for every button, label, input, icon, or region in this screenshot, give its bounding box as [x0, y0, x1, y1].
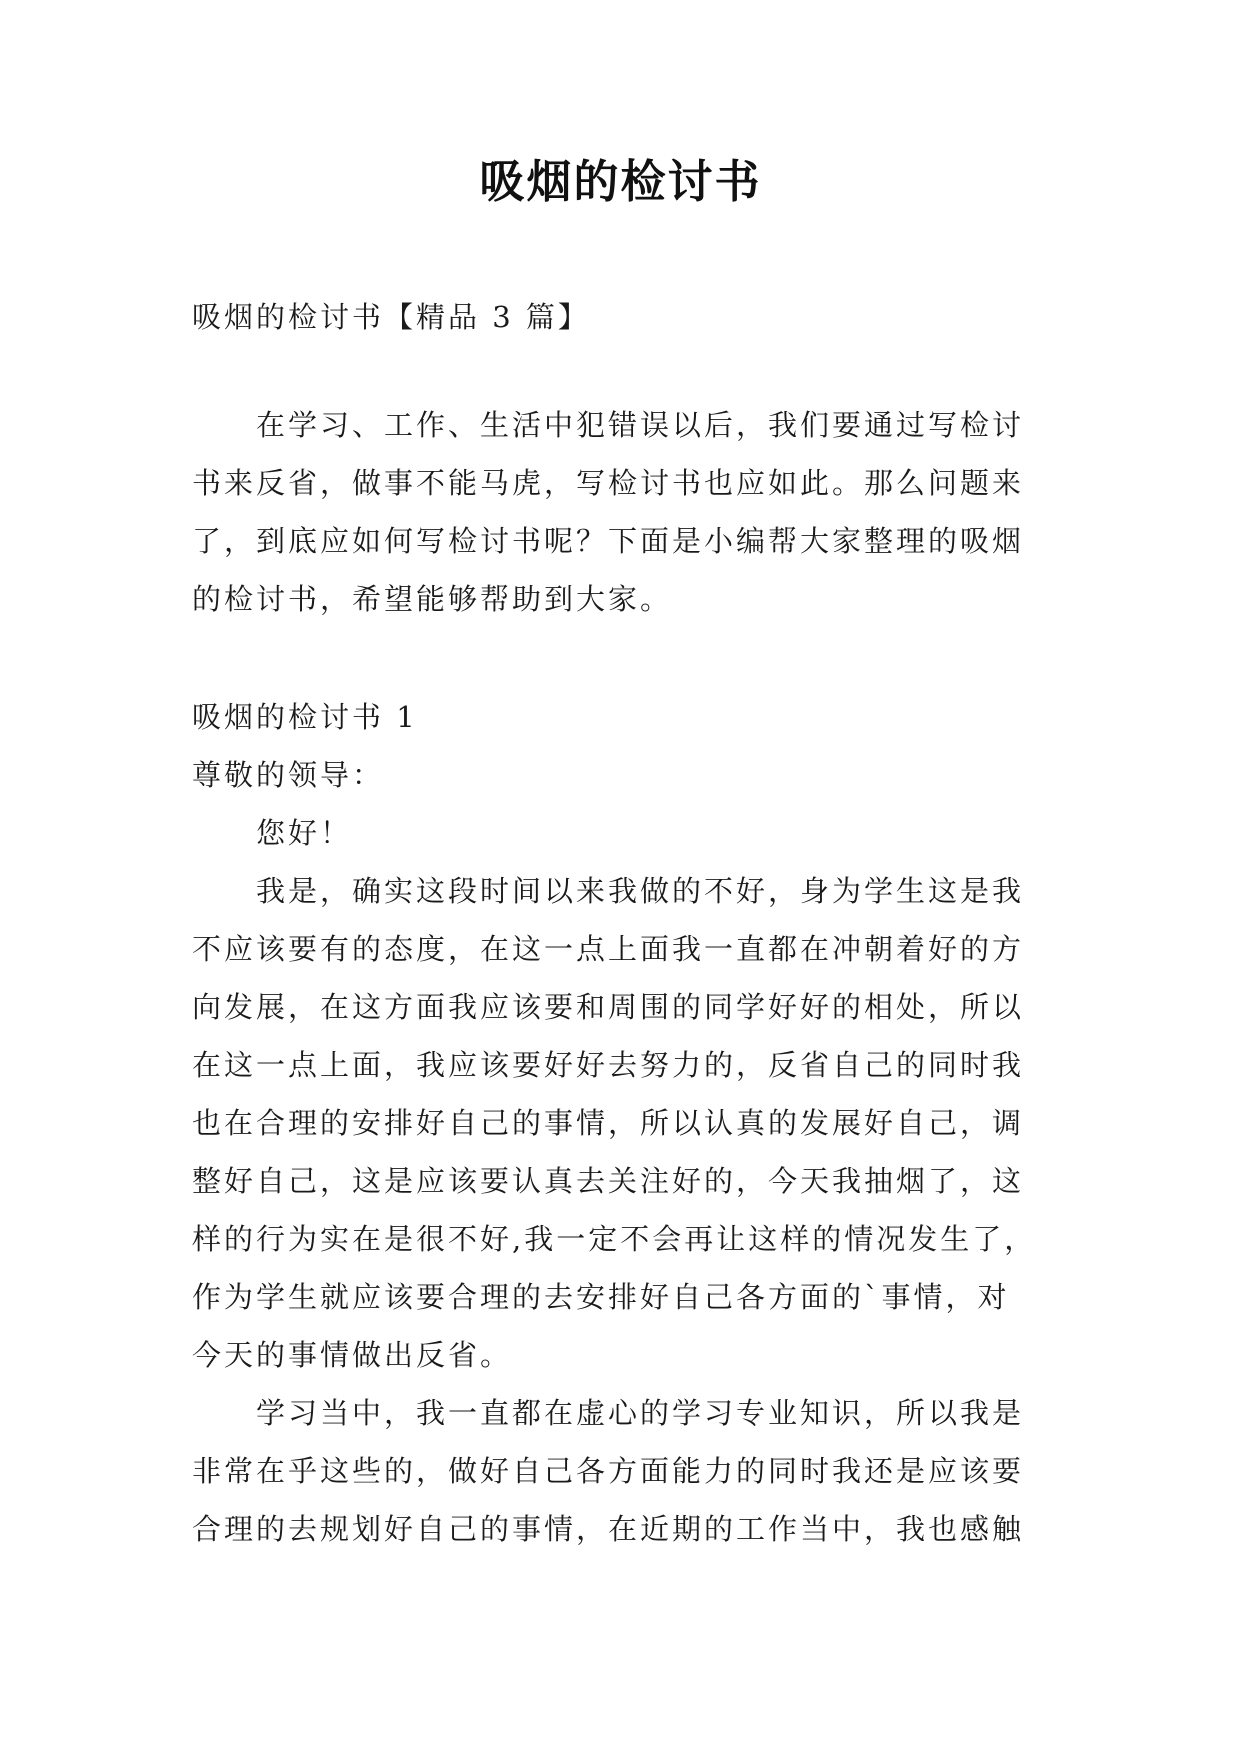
greeting: 您好！ [256, 816, 353, 850]
paragraph-line: 向发展，在这方面我应该要和周围的同学好好的相处，所以 [192, 990, 1025, 1024]
intro-line: 了，到底应如何写检讨书呢？下面是小编帮大家整理的吸烟 [192, 524, 1025, 558]
section-heading: 吸烟的检讨书 1 [192, 700, 418, 734]
letter-section [192, 688, 1052, 1558]
paragraph-line: 我是，确实这段时间以来我做的不好，身为学生这是我 [256, 874, 1025, 908]
paragraph-line: 整好自己，这是应该要认真去关注好的，今天我抽烟了，这 [192, 1164, 1025, 1198]
paragraph-line: 合理的去规划好自己的事情，在近期的工作当中，我也感触 [192, 1512, 1025, 1546]
paragraph-line: 学习当中，我一直都在虚心的学习专业知识，所以我是 [256, 1396, 1025, 1430]
paragraph-line: 在这一点上面，我应该要好好去努力的，反省自己的同时我 [192, 1048, 1025, 1082]
salutation: 尊敬的领导： [192, 758, 385, 792]
document-title: 吸烟的检讨书 [479, 155, 762, 208]
paragraph-line: 作为学生就应该要合理的去安排好自己各方面的`事情，对 [192, 1280, 1010, 1314]
paragraph-line: 也在合理的安排好自己的事情，所以认真的发展好自己，调 [192, 1106, 1025, 1140]
intro-line: 在学习、工作、生活中犯错误以后，我们要通过写检讨 [256, 408, 1025, 442]
paragraph-line: 今天的事情做出反省。 [192, 1338, 513, 1372]
paragraph-1 [192, 862, 1052, 1384]
document-subtitle: 吸烟的检讨书【精品 3 篇】 [192, 300, 590, 334]
paragraph-line: 样的行为实在是很不好,我一定不会再让这样的情况发生了， [192, 1222, 1037, 1256]
document-body [192, 288, 1052, 1558]
intro-line: 的检讨书，希望能够帮助到大家。 [192, 582, 673, 616]
paragraph-line: 非常在乎这些的，做好自己各方面能力的同时我还是应该要 [192, 1454, 1025, 1488]
intro-line: 书来反省，做事不能马虎，写检讨书也应如此。那么问题来 [192, 466, 1025, 500]
paragraph-line: 不应该要有的态度，在这一点上面我一直都在冲朝着好的方 [192, 932, 1025, 966]
intro-paragraph [192, 396, 1052, 628]
paragraph-2 [192, 1384, 1052, 1558]
